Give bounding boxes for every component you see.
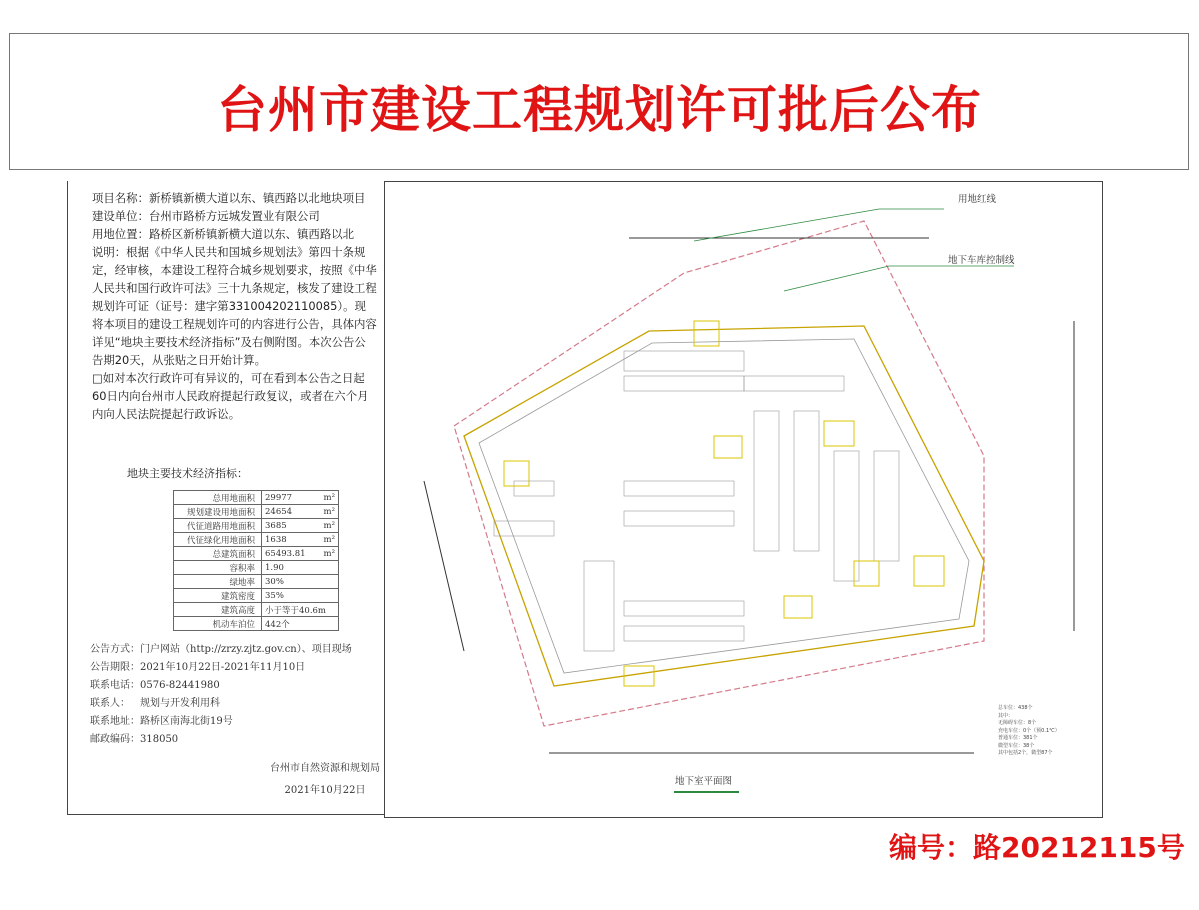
indicator-row xyxy=(174,491,339,505)
indicator-key: 容积率 xyxy=(174,561,262,575)
label-red-line: 用地红线 xyxy=(958,194,997,205)
indicator-row xyxy=(174,561,339,575)
indicator-value: 1.90 xyxy=(262,561,339,575)
parking-rows xyxy=(494,351,899,651)
indicator-row xyxy=(174,533,339,547)
indicators-title: 地块主要技术经济指标： xyxy=(127,467,248,480)
indicator-row xyxy=(174,603,339,617)
label-garage-control: 地下车库控制线 xyxy=(948,255,1015,266)
indicator-value: 29977 m² xyxy=(262,491,339,505)
land-red-line xyxy=(454,221,984,726)
land-location: 用地位置：路桥区新桥镇新横大道以东、镇西路以北 xyxy=(92,227,354,241)
project-name: 项目名称：新桥镇新横大道以东、镇西路以北地块项目 xyxy=(92,191,366,205)
indicator-row xyxy=(174,617,339,631)
indicator-value: 3685 m² xyxy=(262,519,339,533)
plan-caption: 地下室平面图 xyxy=(675,776,733,787)
construction-unit: 建设单位：台州市路桥方远城发置业有限公司 xyxy=(92,209,320,223)
issuing-org: 台州市自然资源和规划局 xyxy=(270,763,380,774)
plan-stats xyxy=(998,705,1060,758)
contact-phone: 联系电话：0576-82441980 xyxy=(90,680,220,691)
indicator-value: 35% xyxy=(262,589,339,603)
publish-method: 公告方式：门户网站（http://zrzy.zjtz.gov.cn）、项目现场 xyxy=(90,644,352,655)
indicator-key: 建筑密度 xyxy=(174,589,262,603)
plan-stat-line: 其中包括2个，微型87个 xyxy=(998,750,1053,756)
zip-code: 邮政编码：318050 xyxy=(90,734,179,745)
signature xyxy=(270,758,380,802)
indicator-row xyxy=(174,505,339,519)
indicator-key: 总建筑面积 xyxy=(174,547,262,561)
indicator-key: 机动车泊位 xyxy=(174,617,262,631)
indicator-row xyxy=(174,589,339,603)
plan-stat-line: 总车位：438个 xyxy=(998,705,1033,711)
plan-stat-line: 其中： xyxy=(998,712,1014,719)
basement-plan-drawing xyxy=(384,181,1103,818)
indicator-value: 24654 m² xyxy=(262,505,339,519)
contact-person: 联系人： 规划与开发利用科 xyxy=(90,698,220,709)
indicator-key: 建筑高度 xyxy=(174,603,262,617)
publication-info xyxy=(90,641,352,749)
indicator-key: 代征绿化用地面积 xyxy=(174,533,262,547)
indicator-key: 总用地面积 xyxy=(174,491,262,505)
serial-number: 编号：路20212115号 xyxy=(889,831,1185,864)
indicator-value: 442个 xyxy=(262,617,339,631)
indicator-key: 绿地率 xyxy=(174,575,262,589)
issue-date: 2021年10月22日 xyxy=(284,785,366,796)
indicator-value: 1638 m² xyxy=(262,533,339,547)
description: 说明：根据《中华人民共和国城乡规划法》第四十条规定，经审核，本建设工程符合城乡规划要求，按照《中华人民共和国行政许可法》三十九条规定，核发了建设工程规划许可证（证号：建字第331004202110085）。现将本项目的建设工程规划许可的内容进行公告，具体内容详见“地块主要技术经济指标”及右侧附图。本次公告公告期20天，从张贴之日开始计算。 xyxy=(92,245,377,367)
indicator-row xyxy=(174,519,339,533)
plan-stat-line: 普通车位：381个 xyxy=(998,735,1038,741)
plan-stat-line: 充电车位：0个（预0.1℃） xyxy=(998,727,1060,734)
appeal-notice: □如对本次行政许可有异议的，可在看到本公告之日起60日内向台州市人民政府提起行政复议，或者在六个月内向人民法院提起行政诉讼。 xyxy=(92,371,369,421)
plan-stat-line: 无障碍车位：8个 xyxy=(998,720,1037,726)
indicator-value: 65493.81 m² xyxy=(262,547,339,561)
plan-stat-line: 微型车位：38个 xyxy=(998,742,1035,749)
project-info xyxy=(92,189,377,423)
publish-period: 公告期限：2021年10月22日-2021年11月10日 xyxy=(90,662,306,673)
contact-address: 联系地址：路桥区南海北街19号 xyxy=(90,716,233,727)
page-title: 台州市建设工程规划许可批后公布 xyxy=(217,81,982,139)
indicator-key: 规划建设用地面积 xyxy=(174,505,262,519)
indicator-row xyxy=(174,547,339,561)
indicators-table xyxy=(173,490,339,631)
indicator-value: 小于等于40.6m xyxy=(262,603,339,617)
indicator-row xyxy=(174,575,339,589)
garage-control-line xyxy=(464,326,984,686)
indicator-value: 30% xyxy=(262,575,339,589)
indicator-key: 代征道路用地面积 xyxy=(174,519,262,533)
